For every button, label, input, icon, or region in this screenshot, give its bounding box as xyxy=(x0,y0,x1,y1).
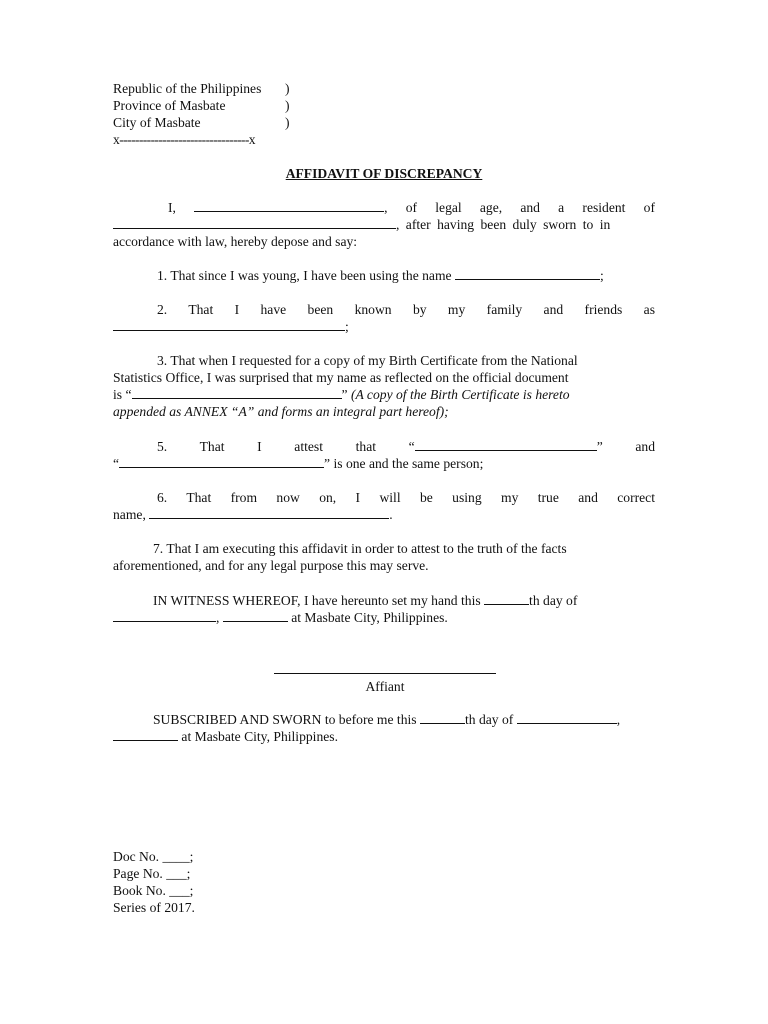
name-b-blank[interactable] xyxy=(119,455,324,468)
birth-cert-name-blank[interactable] xyxy=(132,386,342,399)
caption-city: City of Masbate xyxy=(113,115,201,130)
witness-paragraph xyxy=(113,592,655,626)
notary-details xyxy=(113,848,655,916)
affiant-label: Affiant xyxy=(365,679,405,694)
known-name-blank[interactable] xyxy=(113,318,345,331)
paragraph-7 xyxy=(113,540,655,574)
p5-line-2 xyxy=(113,455,655,472)
p3-is: is “ xyxy=(113,387,132,402)
paragraph-6 xyxy=(113,489,655,523)
p3-line-4 xyxy=(113,403,655,420)
p7-line-1: 7. That I am executing this affidavit in order to attest to the truth of the facts xyxy=(153,541,567,556)
intro-line-1 xyxy=(113,199,655,216)
doc-no: Doc No. ____; xyxy=(113,849,194,864)
caption-separator: x---------------------------------x xyxy=(113,132,255,147)
p6-name-label: name, xyxy=(113,507,146,522)
intro-legal-age: , of legal age, and a resident of xyxy=(384,200,655,215)
witness-month-blank[interactable] xyxy=(113,609,216,622)
p2-end: ; xyxy=(345,319,349,334)
witness-th-day: th day of xyxy=(529,593,578,608)
p3-line-1: 3. That when I requested for a copy of my Birth Certificate from the National xyxy=(157,353,578,368)
caption-block xyxy=(113,80,413,148)
p3-line-3 xyxy=(113,386,655,403)
intro-i: I, xyxy=(168,200,176,215)
p3-close-quote: ” xyxy=(341,387,348,402)
p5-open-quote: “ xyxy=(113,456,120,471)
p2-text: 2. That I have been known by my family and friends as xyxy=(157,302,655,317)
witness-text: IN WITNESS WHEREOF, I have hereunto set my hand this xyxy=(153,593,481,608)
caption-paren-1: ) xyxy=(285,81,290,96)
subscribed-comma: , xyxy=(616,712,621,727)
witness-day-blank[interactable] xyxy=(484,592,529,605)
caption-province: Province of Masbate xyxy=(113,98,226,113)
p6-text: 6. That from now on, I will be using my true and correct xyxy=(157,490,655,505)
witness-place: at Masbate City, Philippines. xyxy=(291,610,448,625)
caption-republic: Republic of the Philippines xyxy=(113,81,262,96)
p5-and: ” and xyxy=(596,439,655,454)
affiant-name-blank[interactable] xyxy=(194,199,384,212)
intro-sworn: , after having been duly sworn to in xyxy=(396,217,611,232)
page-no: Page No. ___; xyxy=(113,866,191,881)
intro-paragraph xyxy=(113,199,655,250)
paragraph-1 xyxy=(113,267,655,284)
caption-paren-3: ) xyxy=(285,115,290,130)
series: Series of 2017. xyxy=(113,900,195,915)
paragraph-3 xyxy=(113,352,655,420)
p6-end: . xyxy=(389,507,393,522)
witness-year-blank[interactable] xyxy=(223,609,288,622)
subscribed-year-blank[interactable] xyxy=(113,728,178,741)
true-name-blank[interactable] xyxy=(149,506,389,519)
caption-paren-2: ) xyxy=(285,98,290,113)
p3-annex-note: (A copy of the Birth Certificate is hereto xyxy=(350,387,570,402)
p5-line-1 xyxy=(113,438,655,455)
book-no: Book No. ___; xyxy=(113,883,194,898)
p3-line-2: Statistics Office, I was surprised that my name as reflected on the official document xyxy=(113,370,569,385)
witness-comma: , xyxy=(216,610,220,625)
p3-annex-note-2: appended as ANNEX “A” and forms an integral part hereof); xyxy=(113,404,449,419)
name-used-blank[interactable] xyxy=(455,267,600,280)
intro-line-3: accordance with law, hereby depose and say: xyxy=(113,234,358,249)
signature-line xyxy=(274,673,496,674)
intro-line-2 xyxy=(113,216,655,233)
subscribed-place: at Masbate City, Philippines. xyxy=(181,729,338,744)
subscribed-day-blank[interactable] xyxy=(420,711,465,724)
document-title: AFFIDAVIT OF DISCREPANCY xyxy=(285,166,483,181)
p5-same-person: ” is one and the same person; xyxy=(324,456,484,471)
paragraph-5 xyxy=(113,438,655,472)
subscribed-paragraph xyxy=(113,711,655,745)
subscribed-text: SUBSCRIBED AND SWORN to before me this xyxy=(153,712,417,727)
residence-blank[interactable] xyxy=(113,216,396,229)
paragraph-2 xyxy=(113,301,655,335)
subscribed-month-blank[interactable] xyxy=(517,711,617,724)
p7-line-2: aforementioned, and for any legal purpose this may serve. xyxy=(113,558,429,573)
p1-end: ; xyxy=(599,268,604,283)
name-a-blank[interactable] xyxy=(415,438,597,451)
subscribed-th-day: th day of xyxy=(464,712,514,727)
p5-text: 5. That I attest that “ xyxy=(157,439,415,454)
p1-text: 1. That since I was young, I have been using the name xyxy=(157,268,452,283)
